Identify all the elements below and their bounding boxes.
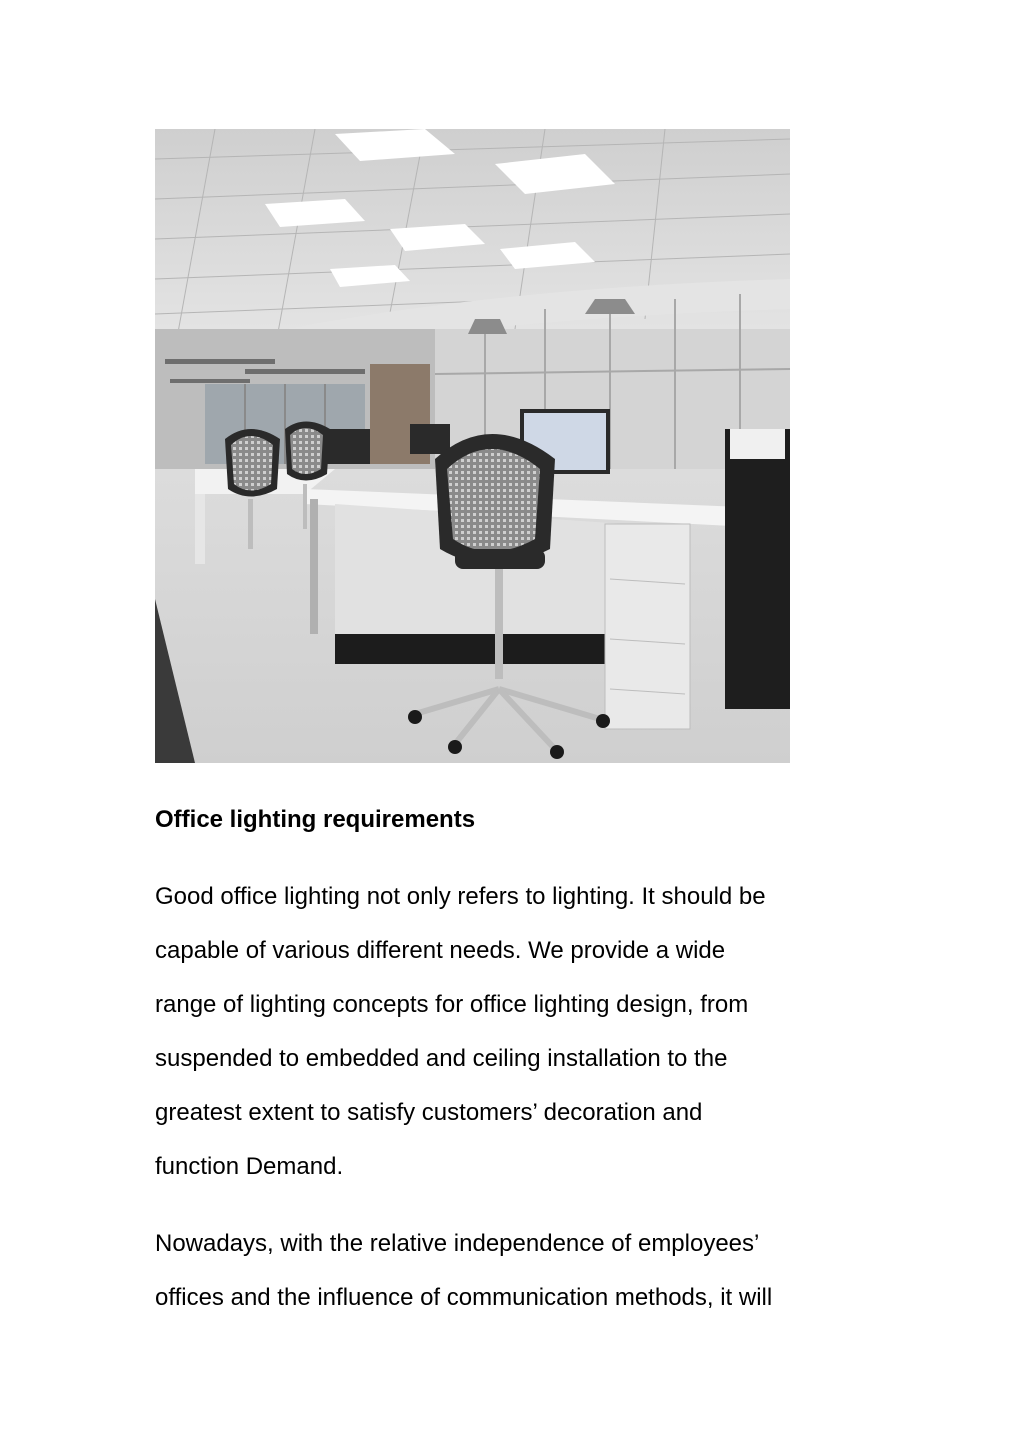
paragraph-line: range of lighting concepts for office lighting design, from xyxy=(155,991,749,1018)
paragraph-line: offices and the influence of communication methods, it will xyxy=(155,1284,773,1311)
paragraph-1 xyxy=(155,870,875,1194)
office-photo xyxy=(155,129,790,763)
paragraph-2 xyxy=(155,1217,875,1325)
paragraph-line: function Demand. xyxy=(155,1153,344,1180)
section-heading: Office lighting requirements xyxy=(155,806,476,833)
paragraph-line: capable of various different needs. We provide a wide xyxy=(155,937,726,964)
paragraph-line: Good office lighting not only refers to lighting. It should be xyxy=(155,883,766,910)
paragraph-line: Nowadays, with the relative independence of employees’ xyxy=(155,1230,760,1257)
paragraph-line: greatest extent to satisfy customers’ decoration and xyxy=(155,1099,703,1126)
paragraph-line: suspended to embedded and ceiling installation to the xyxy=(155,1045,728,1072)
